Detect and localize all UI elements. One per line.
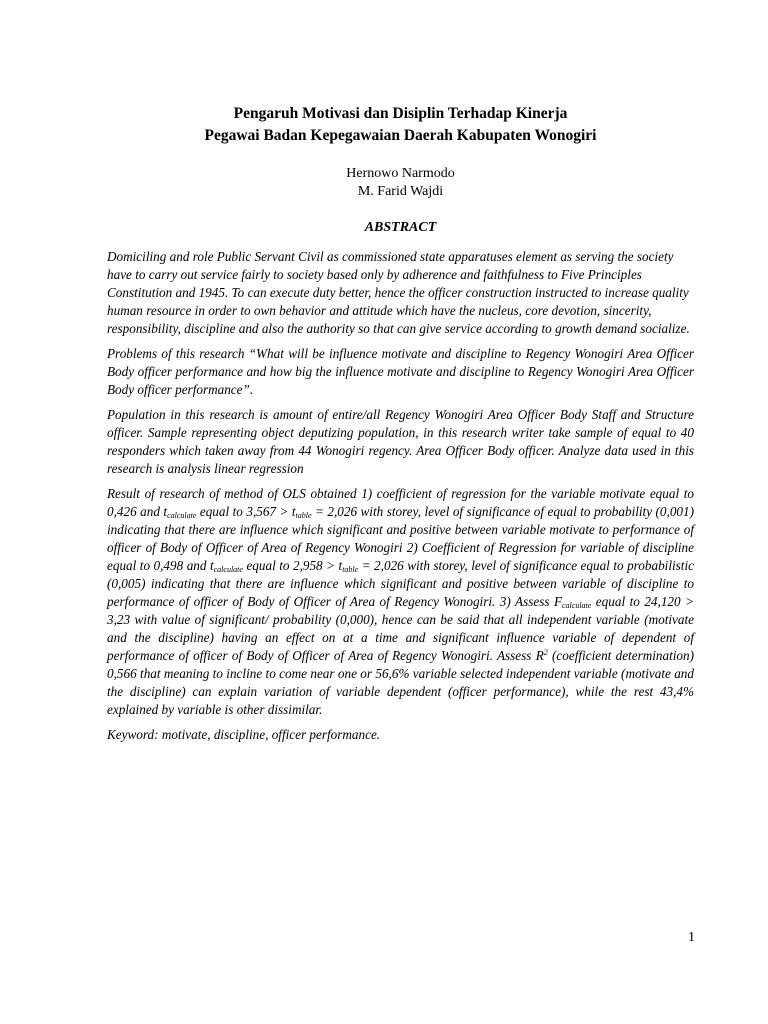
title-line-1: Pengaruh Motivasi dan Disiplin Terhadap Kinerja — [233, 105, 568, 122]
p4-text-5: = 2,026 with storey, level of significance equal to probabilistic (0,005) indicating that there are influence which significant and positive between variable of discipline to performance of officer of Body of Officer of Area of Regency Wonogiri. 3) Assess F — [107, 558, 694, 609]
p4-text-3: = 2,026 with storey, level of significance of equal to probability (0,001) indicating that there are influence which significant and positive between variable motivate to performance of officer of Body of Officer of Area of Regency Wonogiri 2) Coefficient of Regression for variable of discipline equal to 0,498 and t — [107, 504, 694, 573]
p4-text-7: (coefficient determination) 0,566 that meaning to incline to come near one or 56,6% variable selected independent variable (motivate and the discipline) can explain variation of variable dependent (officer performance), while the rest 43,4% explained by variable is other dissimilar. — [107, 648, 694, 717]
abstract-paragraph-4 — [107, 485, 694, 719]
p4-text-6: equal to 24,120 > 3,23 with value of significant/ probability (0,000), hence can be said that all independent variable (motivate and the discipline) having an effect on at a time and significant influence variable of dependent of performance of officer of Body of Officer of Area of Regency Wonogiri. Assess R — [107, 594, 694, 663]
keywords: Keyword: motivate, discipline, officer performance. — [107, 727, 381, 742]
author-list — [107, 165, 694, 201]
abstract-paragraph-3: Population in this research is amount of entire/all Regency Wonogiri Area Officer Body Staff and Structure officer. Sample representing object deputizing population, in this research writer take sample of equal to 40 responders which taken away from 44 Wonogiri regency. Area Officer Body officer. Analyze data used in this research is analysis linear regression — [107, 407, 694, 476]
paper-title — [107, 103, 694, 147]
p4-text-4: equal to 2,958 > t — [242, 558, 343, 573]
subscript-table: table — [342, 565, 359, 574]
abstract-body — [107, 248, 694, 744]
subscript-calculate: calculate — [213, 565, 243, 574]
p4-text-2: equal to 3,567 > t — [196, 504, 296, 519]
subscript-calculate: calculate — [562, 601, 592, 610]
subscript-calculate: calculate — [167, 511, 197, 520]
subscript-table: table — [295, 511, 312, 520]
superscript-2: 2 — [543, 648, 548, 657]
p4-text-1: Result of research of method of OLS obtained 1) coefficient of regression for the variable motivate equal to 0,426 and t — [107, 486, 694, 519]
author-1: Hernowo Narmodo — [346, 166, 455, 181]
title-line-2: Pegawai Badan Kepegawaian Daerah Kabupaten Wonogiri — [204, 127, 597, 144]
page-number: 1 — [688, 930, 695, 945]
abstract-heading: ABSTRACT — [364, 220, 437, 235]
document-page — [107, 103, 694, 751]
abstract-paragraph-2: Problems of this research “What will be influence motivate and discipline to Regency Wonogiri Area Officer Body officer performance and how big the influence motivate and discipline to Regency Wonogiri Area Officer Body officer performance”. — [107, 346, 694, 397]
abstract-paragraph-1: Domiciling and role Public Servant Civil as commissioned state apparatuses element as serving the society have to carry out service fairly to society based only by adherence and faithfulness to Five Principles Constitution and 1945. To can execute duty better, hence the officer construction instructed to increase quality human resource in order to own behavior and attitude which have the nucleus, core devotion, sincerity, responsibility, discipline and also the authority so that can give service according to growth demand socialize. — [107, 249, 690, 336]
author-2: M. Farid Wajdi — [357, 184, 444, 199]
